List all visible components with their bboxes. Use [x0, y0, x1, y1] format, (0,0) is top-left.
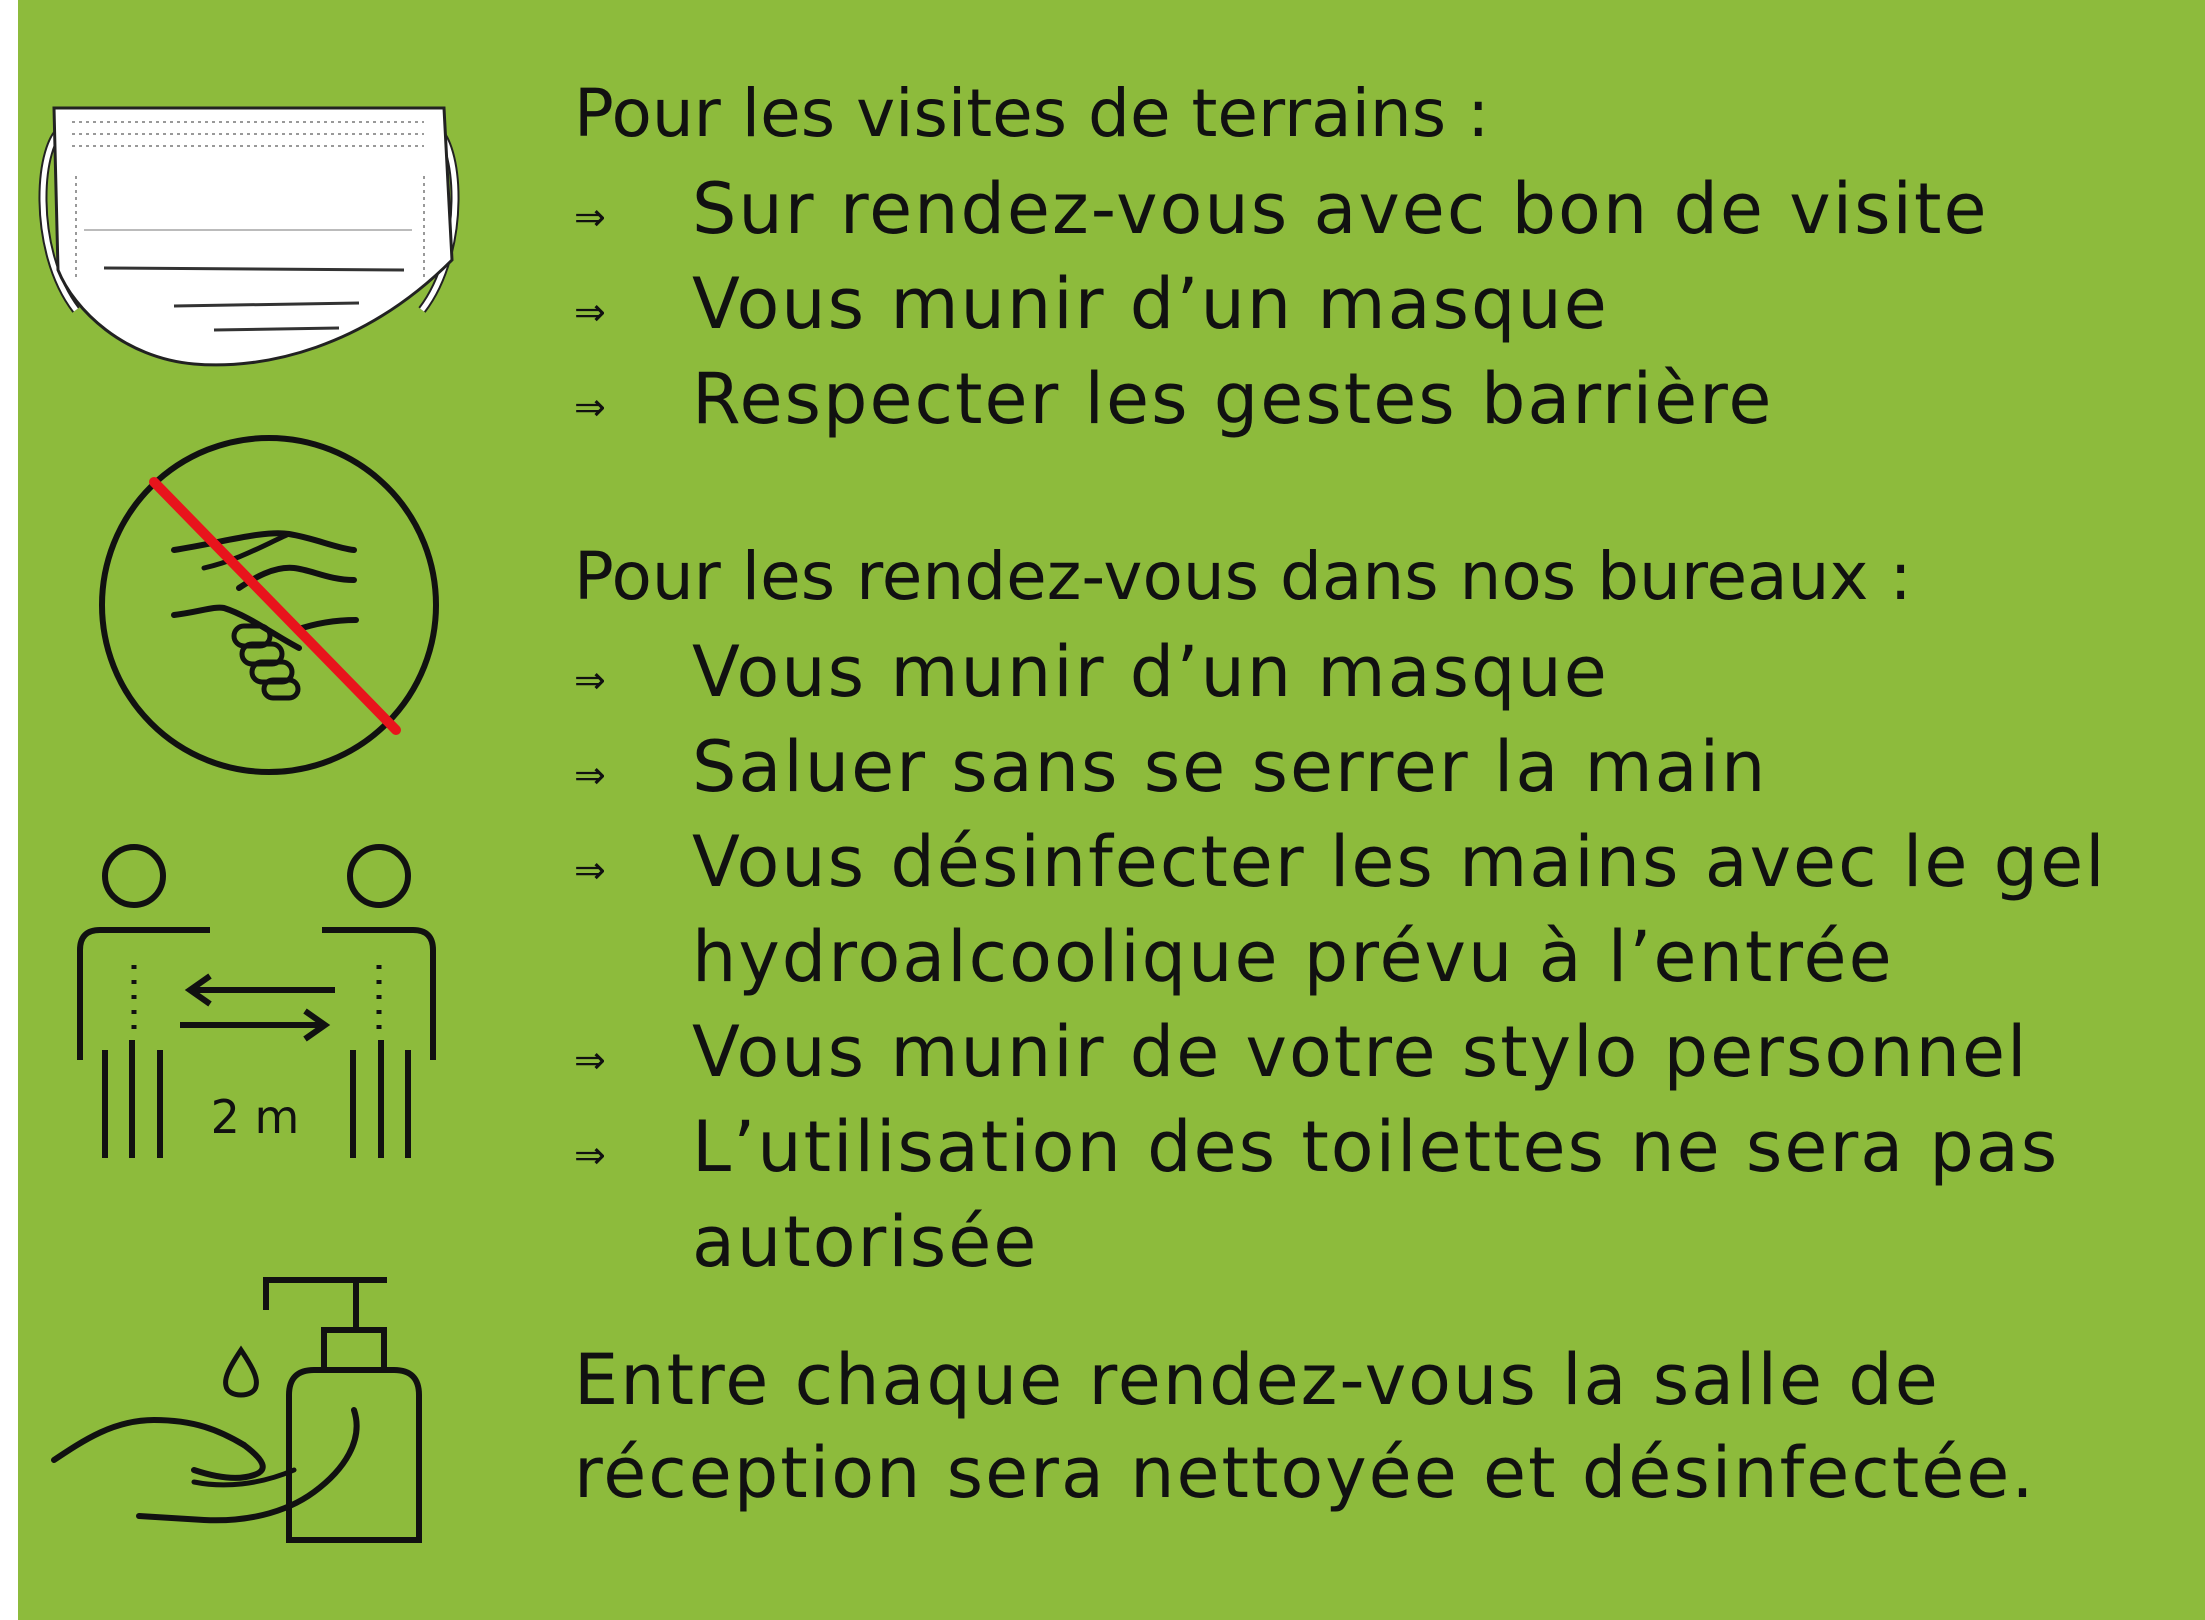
list-item: [574, 720, 2174, 815]
hand-sanitizer-icon: [44, 1270, 444, 1560]
distance-label: 2 m: [210, 1090, 300, 1144]
arrow-icon: ⇒: [574, 1038, 606, 1082]
arrow-icon: ⇒: [574, 290, 606, 334]
arrow-icon: ⇒: [574, 385, 606, 429]
distancing-icon: [50, 840, 450, 1170]
arrow-icon: ⇒: [574, 753, 606, 797]
list-item: [574, 1100, 2174, 1290]
list-item: [574, 352, 2174, 447]
list-item-text: Vous munir d’un masque: [692, 631, 1609, 713]
list-item-text: Vous munir d’un masque: [692, 263, 1609, 345]
no-handshake-icon: [74, 430, 454, 780]
list-item: [574, 625, 2174, 720]
arrow-icon: ⇒: [574, 195, 606, 239]
list-item: [574, 162, 2174, 257]
list-item: [574, 1005, 2174, 1100]
list-item-text: Vous munir de votre stylo personnel: [692, 1011, 2029, 1093]
list-item: [574, 257, 2174, 352]
arrow-icon: ⇒: [574, 658, 606, 702]
list-item-text: Respecter les gestes barrière: [692, 358, 1774, 440]
arrow-icon: ⇒: [574, 1133, 606, 1177]
list-item-text: Sur rendez-vous avec bon de visite: [692, 168, 1989, 250]
footer-note: Entre chaque rendez-vous la salle de réception sera nettoyée et désinfectée.: [574, 1339, 2036, 1514]
mask-icon: [24, 80, 474, 380]
text-content: [574, 66, 2174, 1520]
poster: [18, 0, 2205, 1620]
arrow-icon: ⇒: [574, 848, 606, 892]
section2-heading: Pour les rendez-vous dans nos bureaux :: [574, 538, 1912, 615]
list-item-text: Vous désinfecter les mains avec le gel hydroalcoolique prévu à l’entrée: [692, 821, 2107, 998]
list-item: [574, 815, 2174, 1005]
section1-heading: Pour les visites de terrains :: [574, 75, 1490, 152]
list-item-text: Saluer sans se serrer la main: [692, 726, 1768, 808]
list-item-text: L’utilisation des toilettes ne sera pas autorisée: [692, 1106, 2060, 1283]
